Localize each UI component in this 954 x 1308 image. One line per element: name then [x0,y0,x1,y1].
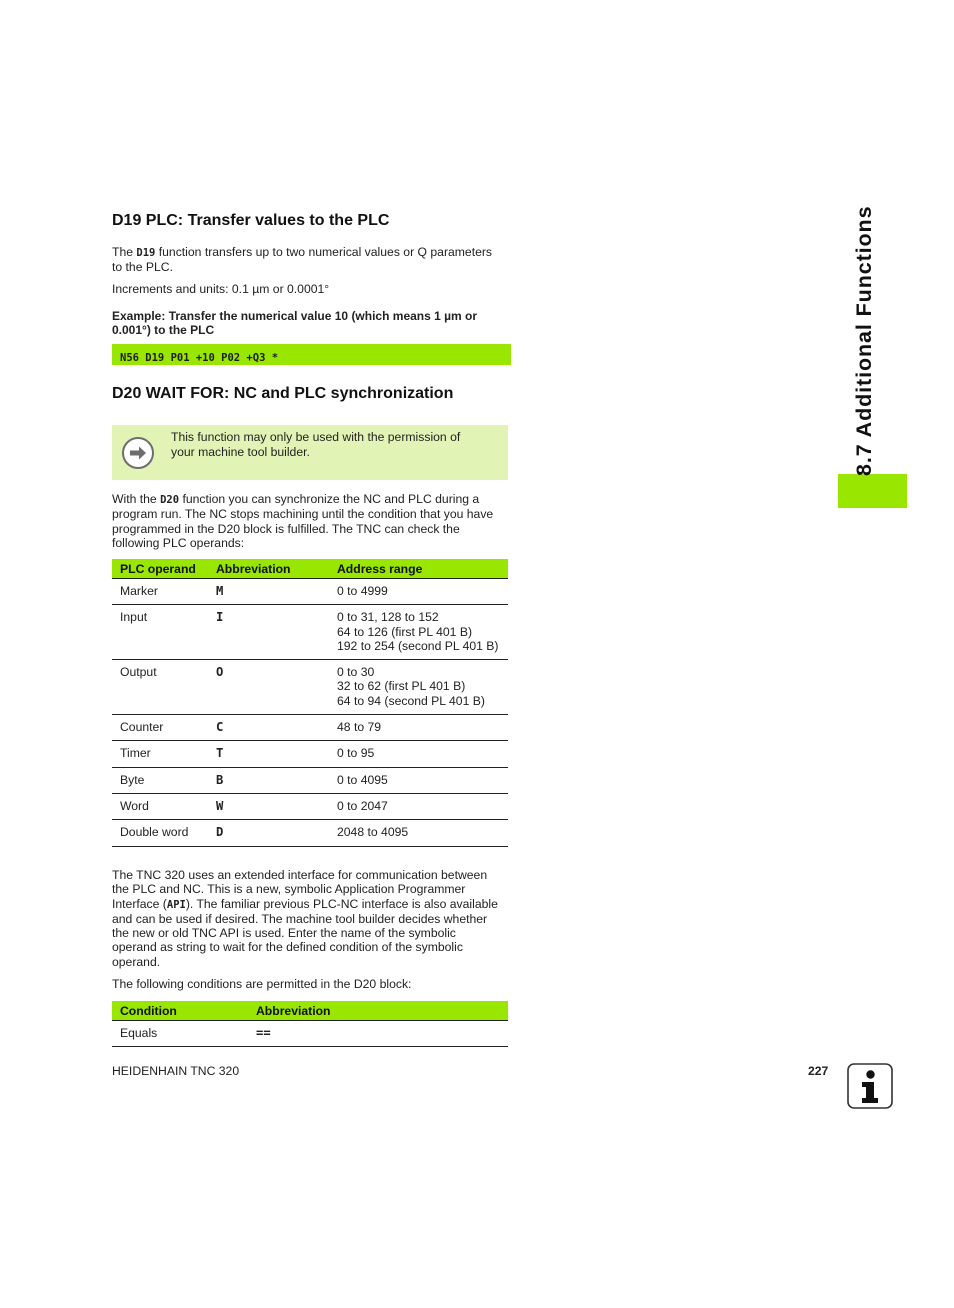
operand-cell: Counter [112,715,208,741]
api-paragraph [112,868,512,969]
note-text [171,430,501,459]
d19-intro-text: The [112,245,137,259]
range-line: 192 to 254 (second PL 401 B) [337,638,499,653]
d20-body-text: function you can synchronize the NC and PLC during a [179,492,480,506]
range-line: 0 to 31, 128 to 152 [337,610,439,625]
d20-body [112,492,512,550]
d19-increments: Increments and units: 0.1 µm or 0.0001° [112,282,330,296]
abbreviation-cell: B [208,767,329,793]
abbreviation-cell: M [208,579,329,605]
range-line: 32 to 62 (first PL 401 B) [337,679,466,694]
range-line: 64 to 94 (second PL 401 B) [337,693,485,708]
table-row [112,793,508,819]
conditions-intro: The following conditions are permitted in the D20 block: [112,977,412,991]
table-header-row [112,1001,508,1021]
d20-body-text: program run. The NC stops machining until the condition that you have [112,507,494,522]
range-cell [329,793,508,819]
note-line: your machine tool builder. [171,444,310,459]
range-cell [329,660,508,715]
section-tab-marker [838,474,907,508]
range-line: 0 to 4999 [337,584,388,598]
section-heading-d19: D19 PLC: Transfer values to the PLC [112,212,390,229]
abbreviation-cell: D [208,820,329,846]
table-row [112,820,508,846]
plc-operand-table [112,559,508,847]
abbreviation-cell: C [208,715,329,741]
api-text: ). The familiar previous PLC-NC interface is also available [185,896,498,911]
operand-cell: Word [112,793,208,819]
range-cell [329,767,508,793]
api-text: The TNC 320 uses an extended interface for communication between [112,868,488,882]
column-header: Abbreviation [208,559,329,579]
range-cell [329,715,508,741]
column-header: Abbreviation [248,1001,508,1021]
d19-code-term: D19 [136,247,156,259]
table-row [112,1021,508,1047]
table-row [112,741,508,767]
sidebar-section-title: 8.7 Additional Functions [852,205,876,476]
code-example: N56 D19 P01 +10 P02 +Q3 * [120,352,279,364]
operand-cell: Input [112,605,208,660]
note-box [112,425,508,480]
api-code-term: API [166,898,186,911]
api-text: Interface ( [112,896,167,911]
table-row [112,660,508,715]
abbreviation-cell: == [248,1021,508,1047]
operand-cell: Timer [112,741,208,767]
example-text: Example: Transfer the numerical value 10 (which means 1 µm or [112,309,478,323]
table-row [112,579,508,605]
code-example-bar [112,344,511,365]
range-cell [329,741,508,767]
api-text: the PLC and NC. This is a new, symbolic Application Programmer [112,882,466,897]
abbreviation-cell: I [208,605,329,660]
operand-cell: Byte [112,767,208,793]
range-line: 0 to 30 [337,665,375,680]
page-number: 227 [808,1064,829,1078]
column-header: Condition [112,1001,248,1021]
d20-body-text: programmed in the D20 block is fulfilled. The TNC can check the [112,521,460,536]
table-row [112,715,508,741]
table-row [112,767,508,793]
info-i-icon [847,1063,893,1109]
arrow-right-icon [122,437,154,469]
operand-cell: Marker [112,579,208,605]
note-line: This function may only be used with the permission of [171,430,461,444]
d19-example-title [112,309,512,338]
condition-cell: Equals [112,1021,248,1047]
range-line: 48 to 79 [337,720,382,735]
api-text: and can be used if desired. The machine tool builder decides whether [112,911,488,926]
operand-cell: Double word [112,820,208,846]
api-text: the new or old TNC API is used. Enter the name of the symbolic [112,926,456,941]
d20-code-term: D20 [160,494,180,506]
range-cell [329,605,508,660]
d20-body-text: following PLC operands: [112,535,245,550]
column-header: Address range [329,559,508,579]
range-line: 0 to 2047 [337,798,388,813]
condition-table [112,1001,508,1047]
d19-intro-text: to the PLC. [112,260,173,275]
footer-manual-title: HEIDENHAIN TNC 320 [112,1064,240,1078]
table-header-row [112,559,508,579]
range-cell [329,820,508,846]
api-text: operand as string to wait for the defined condition of the symbolic [112,940,463,955]
range-line: 64 to 126 (first PL 401 B) [337,624,473,639]
section-heading-d20: D20 WAIT FOR: NC and PLC synchronization [112,385,454,402]
abbreviation-cell: T [208,741,329,767]
abbreviation-cell: O [208,660,329,715]
example-text: 0.001°) to the PLC [112,323,215,338]
d19-intro-text: function transfers up to two numerical values or Q parameters [155,245,493,259]
d20-body-text: With the [112,492,161,506]
range-line: 0 to 4095 [337,772,388,787]
range-cell [329,579,508,605]
table-row [112,605,508,660]
d19-intro [112,245,512,275]
column-header: PLC operand [112,559,208,579]
api-text: operand. [112,954,161,969]
range-line: 0 to 95 [337,746,375,761]
range-line: 2048 to 4095 [337,825,409,840]
abbreviation-cell: W [208,793,329,819]
operand-cell: Output [112,660,208,715]
